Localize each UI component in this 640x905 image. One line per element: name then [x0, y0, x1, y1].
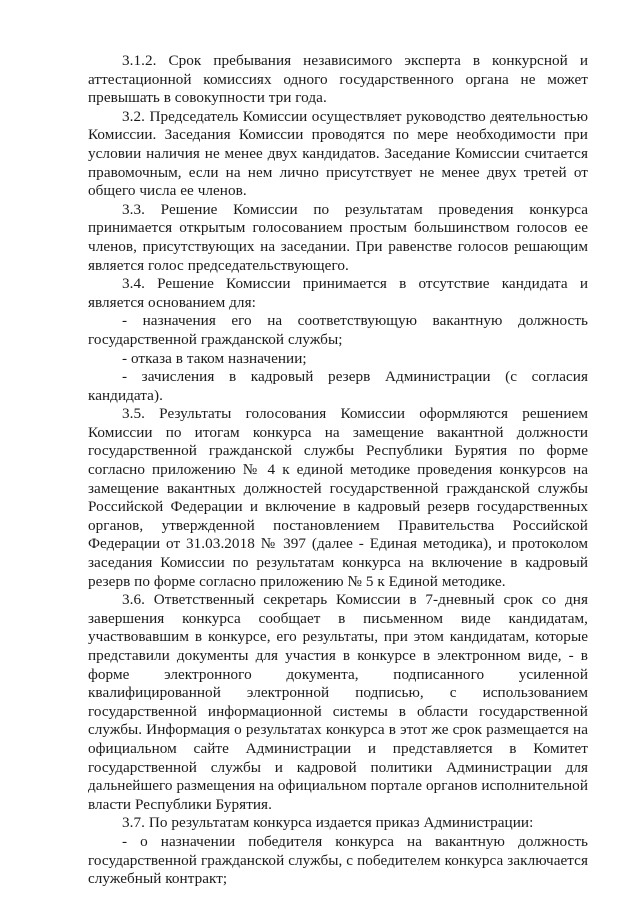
- paragraph-3-7: 3.7. По результатам конкурса издается приказ Администрации:: [122, 814, 534, 832]
- paragraph-3-5: 3.5. Результаты голосования Комиссии оформляются решением Комиссии по итогам конкурса на замещение вакантной должности государственной гражданской службы Республики Бурятия по форме согласно приложению № 4 к единой методике проведения конкурсов на замещение вакантных должностей государственной гражданской службы Российской Федерации и включение в кадровый резерв государственных органов, утвержденной постановлением Правительства Российской Федерации от 31.03.2018 № 397 (далее - Единая методика), и протоколом заседания Комиссии по результатам конкурса на включение в кадровый резерв по форме согласно приложению № 5 к Единой методике.: [88, 405, 588, 590]
- list-item-refusal: - отказа в таком назначении;: [122, 349, 307, 367]
- paragraph-3-6: 3.6. Ответственный секретарь Комиссии в 7-дневный срок со дня завершения конкурса сообщает в письменном виде кандидатам, участвовавшим в конкурсе, его результаты, при этом кандидатам, которые представили документы для участия в конкурсе в электронном виде, - в форме электронного документа, подписанного усиленной квалифицированной электронной подписью, с использованием государственной информационной системы в области государственной службы. Информация о результатах конкурса в этот же срок размещается на официальном сайте Администрации и представляется в Комитет государственной службы и кадровой политики Администрации для дальнейшего размещения на официальном портале органов исполнительной власти Республики Бурятия.: [88, 591, 588, 813]
- paragraph-3-2: 3.2. Председатель Комиссии осуществляет руководство деятельностью Комиссии. Заседания Комиссии проводятся по мере необходимости при условии наличия не менее двух кандидатов. Заседание Комиссии считается правомочным, если на нем лично присутствует не менее двух третей от общего числа ее членов.: [88, 107, 588, 200]
- paragraph-3-4: 3.4. Решение Комиссии принимается в отсутствие кандидата и является основанием для:: [88, 275, 588, 311]
- list-item-winner-appointment: - о назначении победителя конкурса на вакантную должность государственной гражданской службы, с победителем конкурса заключается служебный контракт;: [88, 832, 588, 888]
- paragraph-3-1-2: 3.1.2. Срок пребывания независимого эксперта в конкурсной и аттестационной комиссиях одного государственного органа не может превышать в совокупности три года.: [88, 52, 588, 107]
- paragraph-3-3: 3.3. Решение Комиссии по результатам проведения конкурса принимается открытым голосованием простым большинством голосов ее членов, присутствующих на заседании. При равенстве голосов решающим является голос председательствующего.: [88, 200, 588, 274]
- list-item-appointment: - назначения его на соответствующую вакантную должность государственной гражданской службы;: [88, 312, 588, 348]
- list-item-reserve: - зачисления в кадровый резерв Администрации (с согласия кандидата).: [88, 368, 588, 404]
